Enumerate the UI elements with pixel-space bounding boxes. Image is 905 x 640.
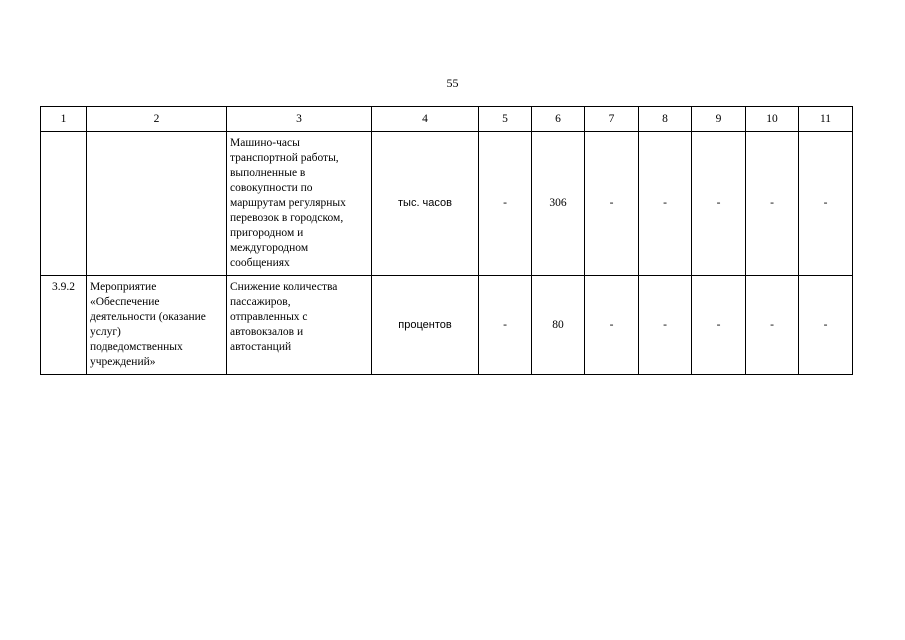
unit-cell: тыс. часов xyxy=(372,132,479,276)
value-cell: - xyxy=(585,276,639,375)
value-cell: - xyxy=(692,132,746,276)
header-cell: 4 xyxy=(372,107,479,132)
header-cell: 5 xyxy=(479,107,532,132)
table-header-row xyxy=(41,107,853,132)
value-cell: - xyxy=(746,132,799,276)
activity-cell xyxy=(87,276,227,375)
header-cell: 1 xyxy=(41,107,87,132)
indicator-text: Машино-часы транспортной работы, выполненные в совокупности по маршрутам регулярных перевозок в городском, пригородном и междугородном сообщениях xyxy=(230,137,346,269)
header-cell: 10 xyxy=(746,107,799,132)
value-cell: - xyxy=(692,276,746,375)
page-number: 55 xyxy=(446,76,459,90)
header-cell: 11 xyxy=(799,107,853,132)
value-cell: - xyxy=(479,132,532,276)
header-cell: 2 xyxy=(87,107,227,132)
value-cell: 306 xyxy=(532,132,585,276)
data-table xyxy=(40,106,853,375)
activity-cell xyxy=(87,132,227,276)
row-number-cell xyxy=(41,132,87,276)
table-row xyxy=(41,276,853,375)
header-cell: 3 xyxy=(227,107,372,132)
indicator-text: Снижение количества пассажиров, отправленных с автовокзалов и автостанций xyxy=(230,281,338,353)
value-cell: - xyxy=(799,132,853,276)
value-cell: - xyxy=(746,276,799,375)
value-cell: - xyxy=(479,276,532,375)
value-cell: - xyxy=(639,276,692,375)
unit-cell: процентов xyxy=(372,276,479,375)
header-cell: 6 xyxy=(532,107,585,132)
header-cell: 7 xyxy=(585,107,639,132)
indicator-cell xyxy=(227,276,372,375)
row-number-cell: 3.9.2 xyxy=(41,276,87,375)
value-cell: - xyxy=(639,132,692,276)
value-cell: - xyxy=(585,132,639,276)
header-cell: 8 xyxy=(639,107,692,132)
value-cell: - xyxy=(799,276,853,375)
value-cell: 80 xyxy=(532,276,585,375)
indicator-cell xyxy=(227,132,372,276)
activity-text: Мероприятие «Обеспечение деятельности (оказание услуг) подведомственных учреждений» xyxy=(90,281,206,368)
header-cell: 9 xyxy=(692,107,746,132)
table-row xyxy=(41,132,853,276)
